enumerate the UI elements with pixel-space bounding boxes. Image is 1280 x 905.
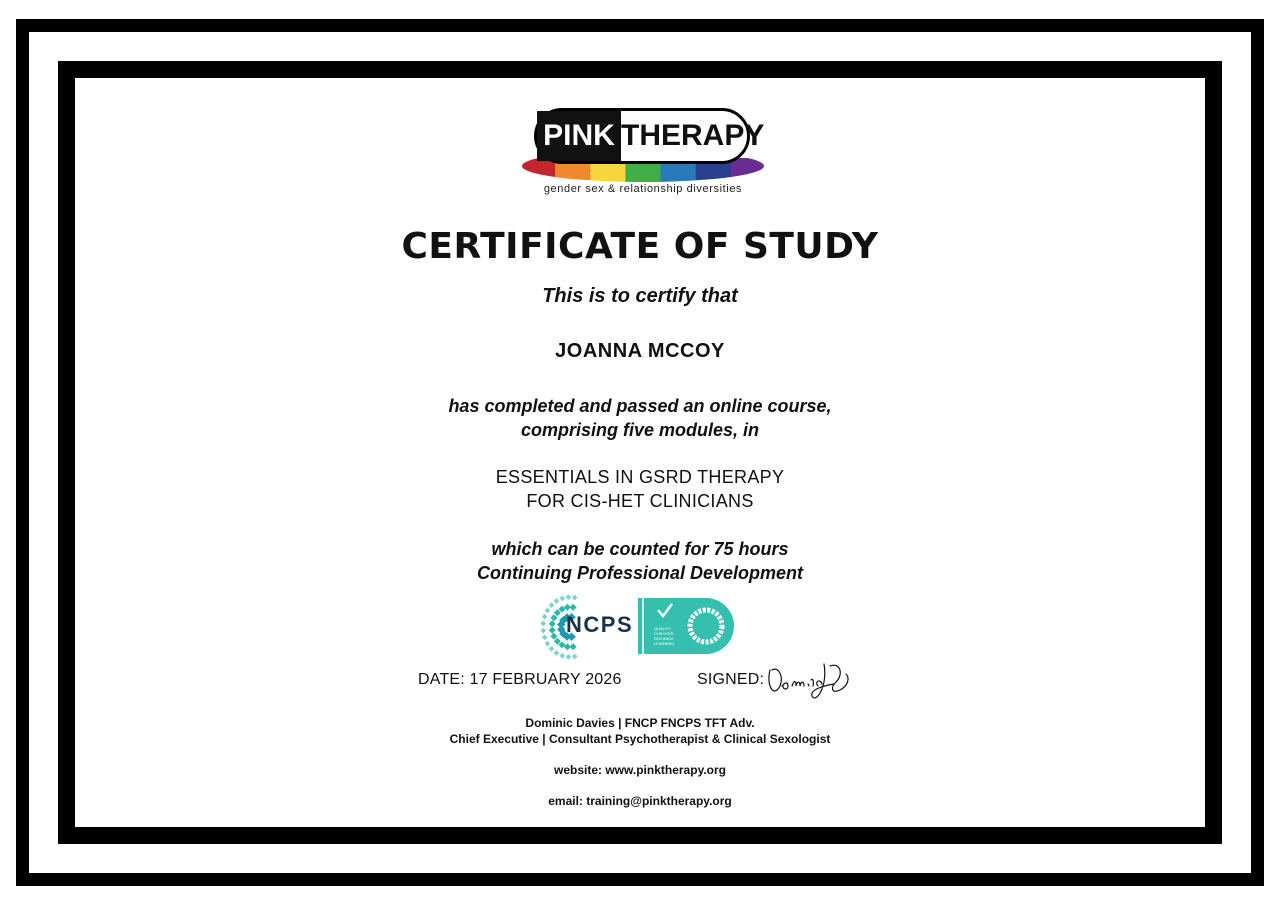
quality-line-1: QUALITY — [654, 626, 672, 631]
ncps-petal — [572, 654, 578, 660]
ncps-petal — [554, 598, 560, 604]
ncps-petal — [540, 621, 546, 627]
completion-line-1: has completed and passed an online course, — [448, 396, 832, 416]
signer-line-1: Dominic Davies | FNCP FNCPS TFT Adv. — [525, 716, 755, 730]
rainbow-band — [520, 158, 556, 184]
website-line: website: www.pinktherapy.org — [553, 763, 727, 777]
quality-line-4: LEARNING — [654, 641, 675, 646]
logo-pill — [534, 108, 765, 164]
cpd-statement — [0, 537, 1280, 585]
logo-tagline: gender sex & relationship diversities — [543, 183, 743, 195]
certify-line: This is to certify that — [542, 285, 738, 307]
cpd-line-1: which can be counted for 75 hours — [491, 539, 789, 559]
recipient-name: JOANNA MCCOY — [555, 340, 725, 362]
ncps-petal — [549, 627, 556, 634]
ncps-petal — [549, 620, 556, 627]
ncps-petal — [550, 633, 557, 640]
logo-word-therapy: THERAPY — [621, 119, 765, 152]
ncps-petal — [545, 608, 551, 614]
rainbow-band — [731, 158, 767, 184]
course-name — [0, 465, 1280, 513]
ncps-petal — [542, 614, 548, 620]
ncps-petal — [545, 641, 551, 647]
signed-label: SIGNED: — [697, 671, 765, 688]
ncps-petal — [540, 628, 546, 634]
signer-details — [0, 715, 1280, 747]
quality-checked-badge — [638, 598, 734, 654]
course-line-1: ESSENTIALS IN GSRD THERAPY — [495, 467, 785, 487]
signature-icon — [764, 656, 854, 706]
certificate-title: CERTIFICATE OF STUDY — [401, 226, 879, 267]
ncps-petal — [566, 594, 572, 600]
ncps-petal — [550, 614, 557, 621]
quality-line-2: CHECKED — [654, 631, 674, 636]
date-label: DATE: 17 FEBRUARY 2026 — [418, 671, 622, 688]
pink-therapy-logo — [520, 104, 766, 200]
logo-word-pink: PINK — [537, 111, 621, 161]
course-line-2: FOR CIS-HET CLINICIANS — [526, 491, 754, 511]
email-line: email: training@pinktherapy.org — [548, 794, 732, 808]
ncps-label: NCPS — [566, 612, 634, 637]
signer-line-2: Chief Executive | Consultant Psychotherapist & Clinical Sexologist — [449, 732, 831, 746]
ncps-petal — [542, 634, 548, 640]
ncps-petal — [549, 646, 555, 652]
ncps-petal — [559, 595, 565, 601]
ncps-petal — [554, 650, 560, 656]
cpd-line-2: Continuing Professional Development — [476, 563, 804, 583]
quality-line-3: DISTANCE — [654, 636, 674, 641]
ncps-petal — [566, 654, 572, 660]
ncps-petal — [549, 602, 555, 608]
ncps-petal — [559, 653, 565, 659]
ncps-petal — [570, 643, 577, 650]
completion-line-2: comprising five modules, in — [520, 420, 760, 440]
ncps-petal — [572, 595, 578, 601]
completion-statement — [0, 394, 1280, 442]
